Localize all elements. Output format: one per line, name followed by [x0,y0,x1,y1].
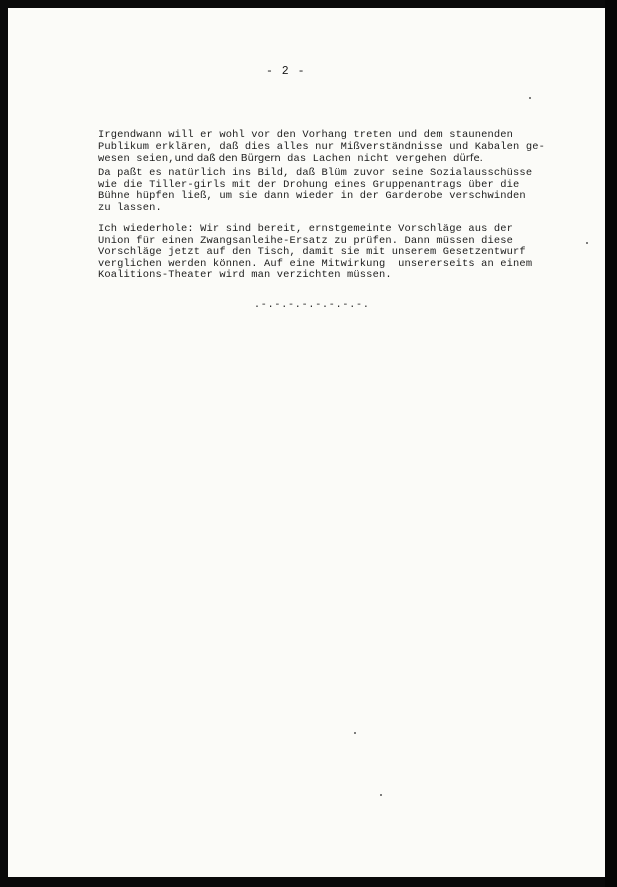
text-line: Vorschläge jetzt auf den Tisch, damit sie mit unserem Gesetzentwurf [98,246,526,259]
scan-speck [354,732,356,734]
scan-speck [529,97,531,99]
text-line: Publikum erklären, daß dies alles nur Mißverständnisse und Kabalen ge- [98,140,545,153]
text-line: Da paßt es natürlich ins Bild, daß Blüm zuvor seine Sozialausschüsse [98,167,533,179]
scan-border [605,0,617,887]
paragraph-3 [98,224,598,282]
paragraph-2 [98,168,598,214]
text-line: zu lassen. [98,201,162,214]
text-line: Irgendwann will er wohl vor den Vorhang treten und dem staunenden [98,129,514,141]
text-line: Union für einen Zwangsanleihe-Ersatz zu prüfen. Dann müssen diese [98,234,514,247]
text-line: wie die Tiller-girls mit der Drohung eines Gruppenantrags über die [98,178,520,191]
document-page [8,8,605,877]
page-number: - 2 - [266,65,306,78]
text-line: Bühne hüpfen ließ, um sie dann wieder in der Garderobe verschwinden [98,190,526,203]
handwritten-correction: dürfe. [453,153,483,165]
text-line: wesen seien,und daß den Bürgern das Lachen nicht vergehen dürfe. [98,153,483,166]
text-line: verglichen werden können. Auf eine Mitwirkung unsererseits an einem [98,257,533,270]
scan-speck [586,242,588,244]
handwritten-insertion: und daß den Bürgern [174,153,281,165]
text-line: Ich wiederhole: Wir sind bereit, ernstgemeinte Vorschläge aus der [98,223,514,235]
ending-mark: .-.-.-.-.-.-.-.-. [254,300,370,311]
text-line: Koalitions-Theater wird man verzichten müssen. [98,269,392,282]
scan-speck [380,794,382,796]
paragraph-1 [98,130,598,165]
